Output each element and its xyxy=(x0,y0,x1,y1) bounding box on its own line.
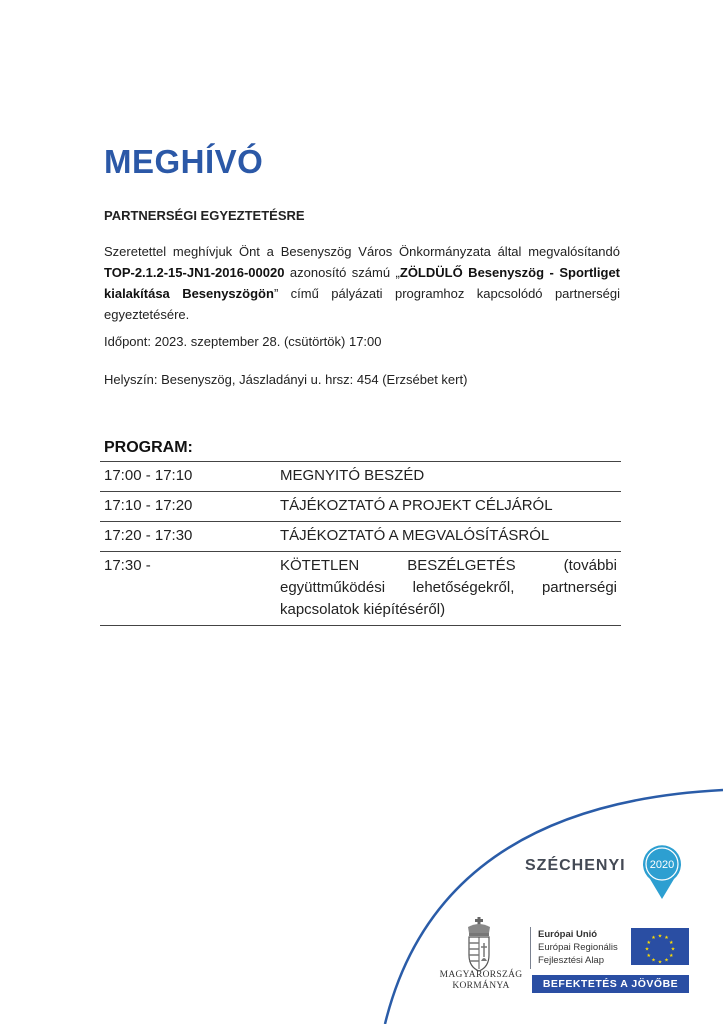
program-row-time: 17:00 - 17:10 xyxy=(100,462,276,492)
program-table xyxy=(100,461,621,626)
program-row-time: 17:30 - xyxy=(100,552,276,626)
eu-flag-icon xyxy=(631,928,689,965)
svg-text:★: ★ xyxy=(651,935,656,942)
program-row-time: 17:20 - 17:30 xyxy=(100,522,276,552)
szechenyi-pin-icon xyxy=(637,841,687,901)
intro-text-part3: ” című pályázati programhoz kapcsolódó partnerségi egyeztetésére. xyxy=(104,286,620,322)
footer-divider xyxy=(530,927,531,969)
invest-in-future-banner: BEFEKTETÉS A JÖVŐBE xyxy=(532,975,689,993)
program-row xyxy=(100,522,621,552)
hungarian-coat-of-arms-icon xyxy=(464,917,494,973)
program-row-item: TÁJÉKOZTATÓ A MEGVALÓSÍTÁSRÓL xyxy=(276,522,621,552)
eu-fund-text xyxy=(538,928,618,967)
program-title: PROGRAM: xyxy=(104,439,193,456)
project-name: ZÖLDÜLŐ Besenyszög - Sportliget kialakítása Besenyszögön xyxy=(104,265,620,301)
svg-text:★: ★ xyxy=(668,939,674,946)
invitation-intro-paragraph xyxy=(104,241,620,325)
intro-text-part2: azonosító számú „ xyxy=(284,265,400,280)
program-row xyxy=(100,492,621,522)
svg-text:★: ★ xyxy=(644,946,650,953)
program-row-item: TÁJÉKOZTATÓ A PROJEKT CÉLJÁRÓL xyxy=(276,492,621,522)
svg-text:★: ★ xyxy=(657,933,663,940)
project-code: TOP-2.1.2-15-JN1-2016-00020 xyxy=(104,265,285,280)
szechenyi-year: 2020 xyxy=(649,859,675,871)
program-row-time: 17:10 - 17:20 xyxy=(100,492,276,522)
government-name xyxy=(438,970,524,992)
svg-text:★: ★ xyxy=(651,957,656,964)
invitation-title: MEGHÍVÓ xyxy=(104,143,264,180)
government-name-line2: KORMÁNYA xyxy=(452,981,510,991)
svg-text:★: ★ xyxy=(646,939,652,946)
svg-text:★: ★ xyxy=(664,957,669,964)
program-row xyxy=(100,552,621,626)
szechenyi-2020-logo-text: SZÉCHENYI xyxy=(525,857,626,874)
eu-fund-line2: Európai Regionális xyxy=(538,942,618,953)
intro-text-part1: Szeretettel meghívjuk Önt a Besenyszög Város Önkormányzata által megvalósítandó xyxy=(104,244,620,259)
svg-text:★: ★ xyxy=(664,935,669,942)
invitation-subtitle: PARTNERSÉGI EGYEZTETÉSRE xyxy=(104,208,305,223)
svg-text:★: ★ xyxy=(670,946,676,953)
eu-fund-line1: Európai Unió xyxy=(538,929,598,940)
event-time: Időpont: 2023. szeptember 28. (csütörtök) 17:00 xyxy=(104,334,382,349)
government-name-line1: MAGYARORSZÁG xyxy=(439,970,523,980)
eu-fund-line3: Fejlesztési Alap xyxy=(538,955,605,966)
svg-text:★: ★ xyxy=(657,959,663,965)
program-row-item: KÖTETLEN BESZÉLGETÉS (további együttműködési lehetőségekről, partnerségi kapcsolatok kiépítéséről) xyxy=(276,552,621,626)
program-row-item: MEGNYITÓ BESZÉD xyxy=(276,462,621,492)
svg-text:★: ★ xyxy=(668,952,674,959)
svg-text:★: ★ xyxy=(646,952,652,959)
program-row xyxy=(100,462,621,492)
event-place: Helyszín: Besenyszög, Jászladányi u. hrsz: 454 (Erzsébet kert) xyxy=(104,372,468,387)
